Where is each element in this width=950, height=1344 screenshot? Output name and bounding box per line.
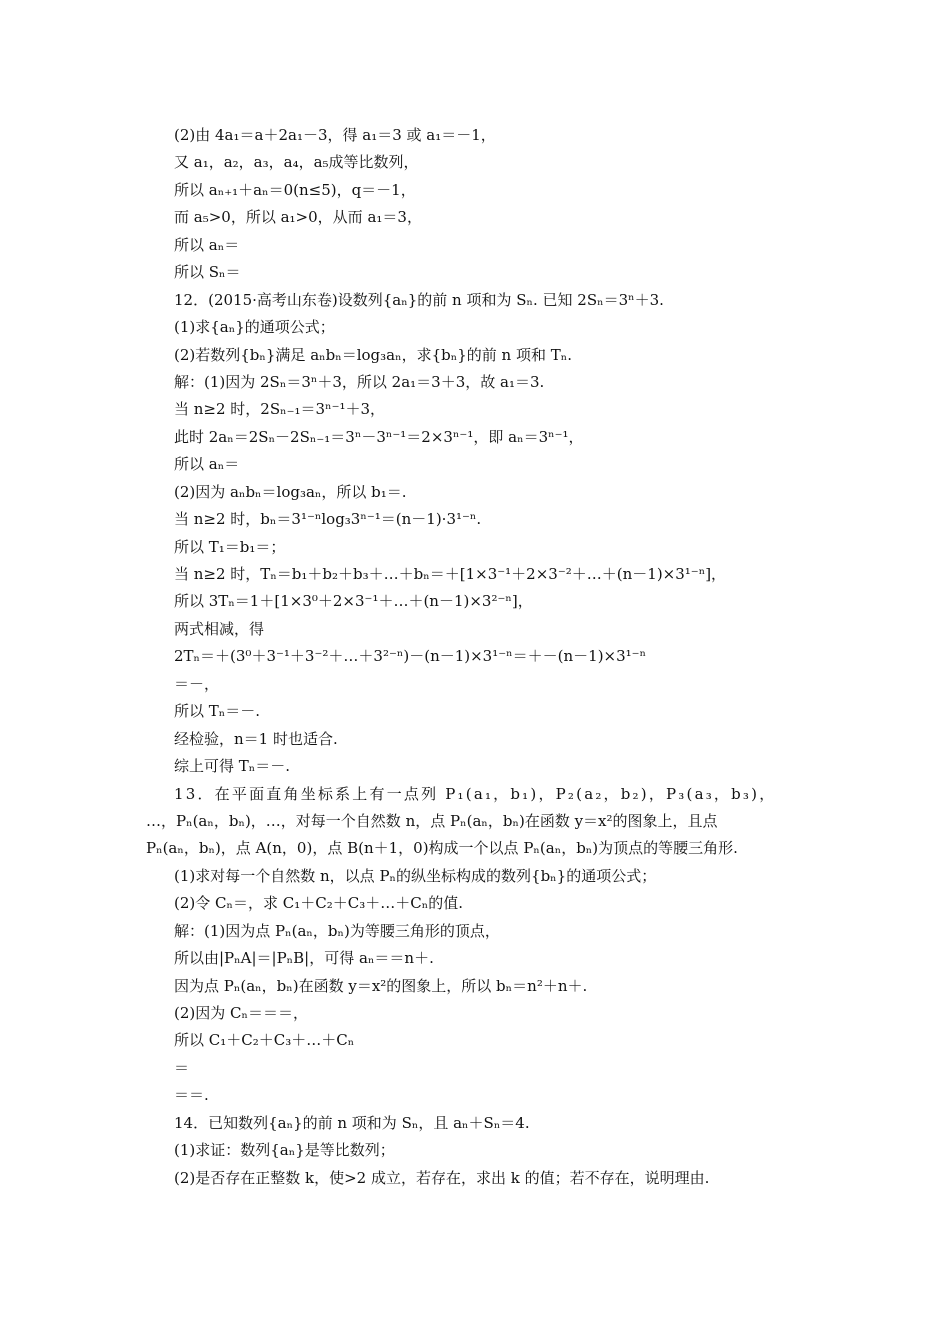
text-line: 所以 C₁＋C₂＋C₃＋…＋Cₙ — [174, 1031, 355, 1050]
text-line: 所以 3Tₙ＝1＋[1×3⁰＋2×3⁻¹＋…＋(n－1)×3²⁻ⁿ]， — [174, 592, 533, 611]
text-line: 14．已知数列{aₙ}的前 n 项和为 Sₙ，且 aₙ＋Sₙ＝4. — [174, 1113, 530, 1132]
text-line: 所以 T₁＝b₁＝； — [174, 537, 286, 556]
text-line: 所以 Tₙ＝－. — [174, 702, 261, 721]
text-line: …，Pₙ(aₙ，bₙ)，…，对每一个自然数 n，点 Pₙ(aₙ，bₙ)在函数 y＝x²的图象上，且点 — [146, 811, 718, 830]
text-line: (2)是否存在正整数 k，使>2 成立，若存在，求出 k 的值；若不存在，说明理由. — [174, 1168, 710, 1187]
text-line: (1)求证：数列{aₙ}是等比数列； — [174, 1141, 395, 1160]
text-line: (1)求{aₙ}的通项公式； — [174, 318, 335, 337]
text-line: 当 n≥2 时，Tₙ＝b₁＋b₂＋b₃＋…＋bₙ＝＋[1×3⁻¹＋2×3⁻²＋…＋(n－1)×3¹⁻ⁿ]， — [174, 565, 727, 583]
text-line: (2)因为 Cₙ＝＝＝， — [174, 1004, 308, 1022]
text-line: ＝＝. — [174, 1086, 209, 1105]
text-line: 又 a₁，a₂，a₃，a₄，a₅成等比数列， — [174, 153, 419, 172]
text-line: 所以 Sₙ＝ — [174, 263, 241, 282]
text-line: 所以 aₙ＝ — [174, 455, 240, 474]
text-line: 因为点 Pₙ(aₙ，bₙ)在函数 y＝x²的图象上，所以 bₙ＝n²＋n＋. — [174, 976, 588, 995]
text-line: 此时 2aₙ＝2Sₙ－2Sₙ₋₁＝3ⁿ－3ⁿ⁻¹＝2×3ⁿ⁻¹，即 aₙ＝3ⁿ⁻¹， — [174, 427, 584, 446]
text-line: ＝ — [174, 1058, 190, 1077]
text-line: 解：(1)因为 2Sₙ＝3ⁿ＋3，所以 2a₁＝3＋3，故 a₁＝3. — [174, 372, 545, 391]
text-line: 12．(2015·高考山东卷)设数列{aₙ}的前 n 项和为 Sₙ. 已知 2Sₙ＝3ⁿ＋3. — [174, 290, 664, 309]
text-line: 综上可得 Tₙ＝－. — [174, 757, 291, 776]
text-line: 两式相减，得 — [174, 619, 265, 638]
text-line: 13．在平面直角坐标系上有一点列 P₁(a₁，b₁)，P₂(a₂，b₂)，P₃(a₃，b₃)， — [174, 784, 777, 803]
text-line: 2Tₙ＝＋(3⁰＋3⁻¹＋3⁻²＋…＋3²⁻ⁿ)－(n－1)×3¹⁻ⁿ＝＋－(n－1)×3¹⁻ⁿ — [174, 647, 647, 666]
text-line: (2)由 4a₁＝a＋2a₁－3，得 a₁＝3 或 a₁＝－1， — [174, 126, 496, 144]
text-line: 经检验，n＝1 时也适合. — [174, 729, 338, 748]
text-line: 解：(1)因为点 Pₙ(aₙ，bₙ)为等腰三角形的顶点， — [174, 921, 500, 940]
text-line: (2)若数列{bₙ}满足 aₙbₙ＝log₃aₙ，求{bₙ}的前 n 项和 Tₙ. — [174, 345, 572, 364]
text-line: 而 a₅>0，所以 a₁>0，从而 a₁＝3， — [174, 208, 422, 227]
text-line: (2)令 Cₙ＝，求 C₁＋C₂＋C₃＋…＋Cₙ的值. — [174, 894, 463, 913]
text-line: (1)求对每一个自然数 n，以点 Pₙ的纵坐标构成的数列{bₙ}的通项公式； — [174, 866, 657, 885]
text-line: Pₙ(aₙ，bₙ)，点 A(n，0)，点 B(n＋1，0)构成一个以点 Pₙ(aₙ，bₙ)为顶点的等腰三角形. — [146, 839, 738, 858]
text-line: ＝－， — [174, 674, 220, 693]
text-line: (2)因为 aₙbₙ＝log₃aₙ，所以 b₁＝. — [174, 482, 407, 501]
text-line: 所以 aₙ₊₁＋aₙ＝0(n≤5)，q＝－1， — [174, 180, 416, 199]
text-line: 所以 aₙ＝ — [174, 235, 240, 254]
text-line: 所以由|PₙA|＝|PₙB|，可得 aₙ＝＝n＋. — [174, 949, 434, 968]
text-line: 当 n≥2 时，2Sₙ₋₁＝3ⁿ⁻¹＋3， — [174, 400, 386, 419]
document-body — [146, 122, 816, 1192]
text-line: 当 n≥2 时，bₙ＝3¹⁻ⁿlog₃3ⁿ⁻¹＝(n－1)·3¹⁻ⁿ. — [174, 510, 482, 529]
